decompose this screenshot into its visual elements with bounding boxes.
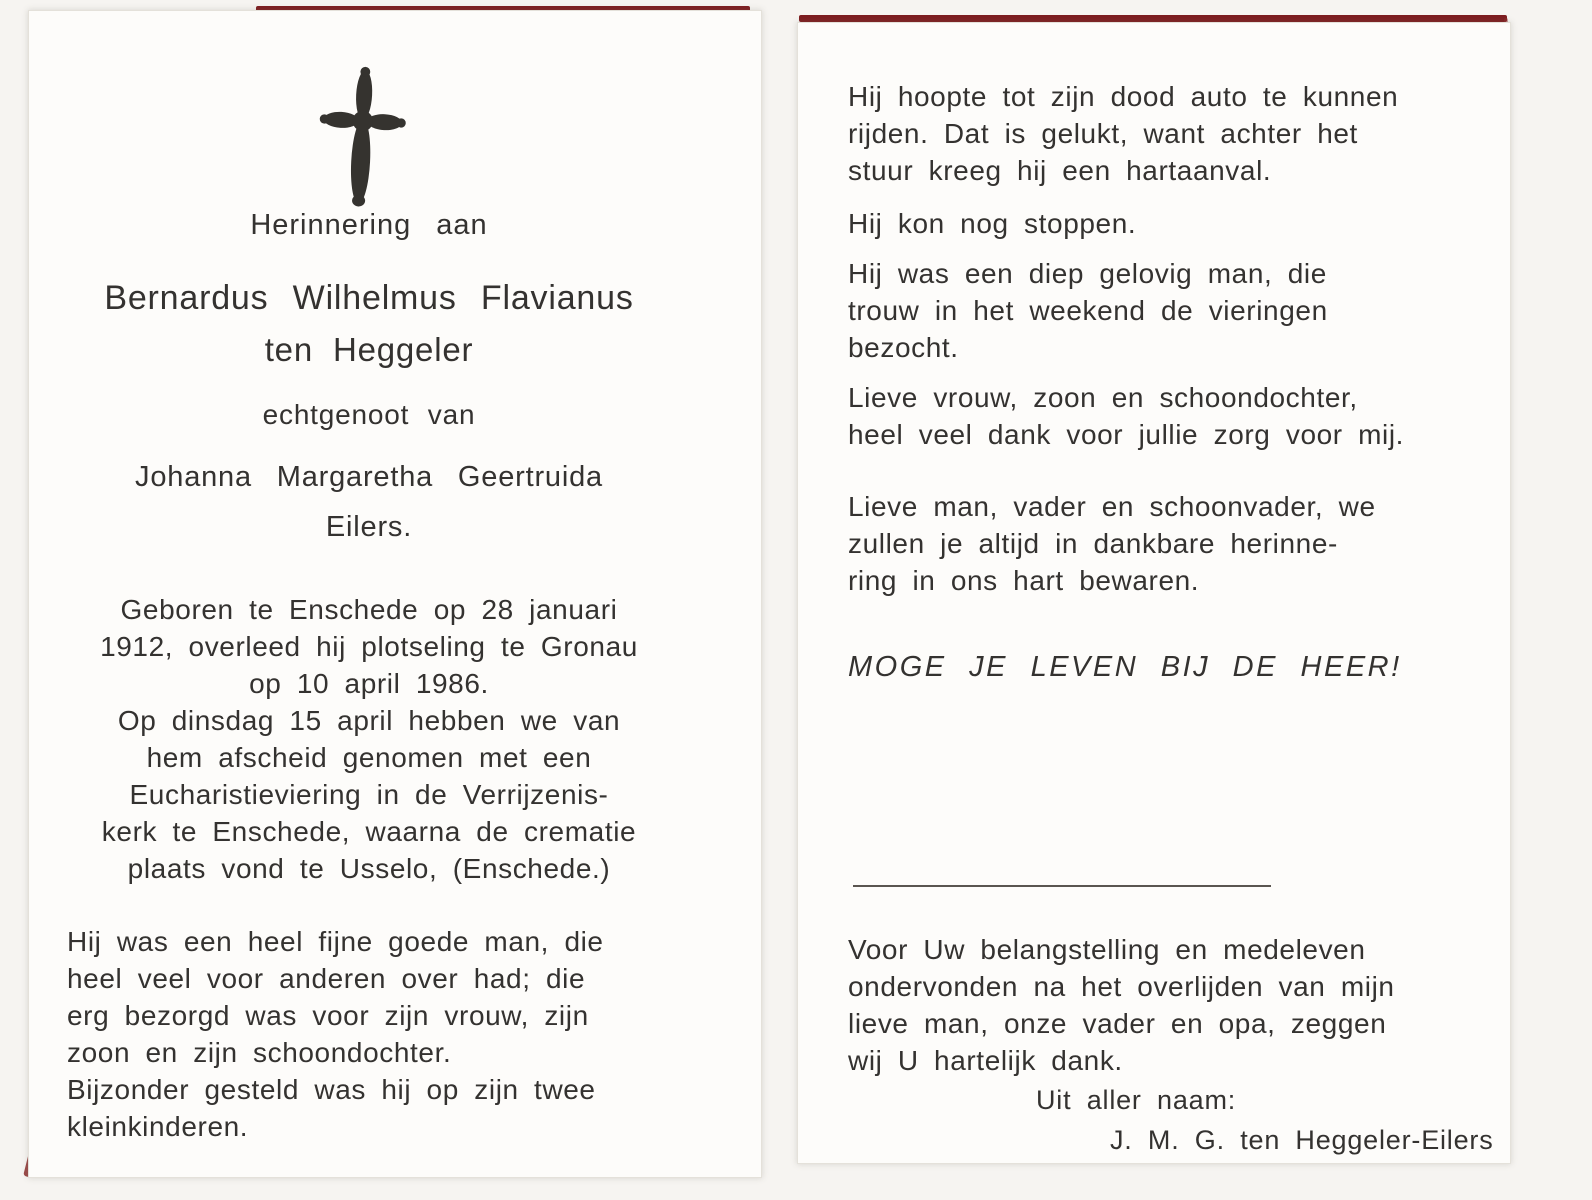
life-text-line: kerk te Enschede, waarna de crematie (101, 816, 637, 847)
spouse-name-line: Eilers. (325, 511, 413, 543)
text-line: ring in ons hart bewaren. (848, 565, 1200, 596)
life-text-line: Geboren te Enschede op 28 januari (120, 594, 618, 625)
life-text-line: hem afscheid genomen met een (146, 742, 592, 773)
life-text-line: op 10 april 1986. (249, 668, 489, 699)
deceased-name-line: Bernardus Wilhelmus Flavianus (104, 279, 634, 317)
tribute-text-line: heel veel voor anderen over had; die (67, 963, 586, 994)
text-line: heel veel dank voor jullie zorg voor mij. (848, 419, 1405, 450)
signoff-name: J. M. G. ten Heggeler-Eilers (1110, 1125, 1494, 1155)
tribute-paragraph (67, 923, 727, 1145)
text-line: trouw in het weekend de vieringen (848, 295, 1328, 326)
text-line: bezocht. (848, 332, 959, 363)
text-line: zullen je altijd in dankbare herinne- (848, 528, 1338, 559)
paragraph-remembrance (848, 488, 1470, 599)
life-text-line: Eucharistieviering in de Verrijzenis- (129, 779, 609, 810)
memorial-header: Herinnering aan (250, 209, 488, 241)
text-line: stuur kreeg hij een hartaanval. (848, 155, 1272, 186)
paragraph-faith (848, 255, 1470, 366)
scan-edge-artifact (799, 15, 1507, 22)
life-text-line: plaats vond te Usselo, (Enschede.) (127, 853, 611, 884)
text-line: lieve man, onze vader en opa, zeggen (848, 1008, 1387, 1039)
text-line: Lieve vrouw, zoon en schoondochter, (848, 382, 1358, 413)
tribute-text-line: kleinkinderen. (67, 1111, 249, 1142)
paragraph-car (848, 78, 1470, 189)
memorial-card-right-page (797, 22, 1511, 1164)
spouse-intro: echtgenoot van (262, 399, 476, 430)
tribute-text-line: Hij was een heel fijne goede man, die (67, 926, 604, 957)
tribute-text-line: Bijzonder gesteld was hij op zijn twee (67, 1074, 596, 1105)
deceased-name-line: ten Heggeler (264, 331, 474, 368)
text-line: Lieve man, vader en schoonvader, we (848, 491, 1376, 522)
acknowledgement-paragraph (848, 931, 1470, 1079)
cross-icon (317, 63, 407, 208)
memorial-card-left-page (28, 10, 762, 1178)
life-text-line: Op dinsdag 15 april hebben we van (117, 705, 621, 736)
motto-text: MOGE JE LEVEN BIJ DE HEER! (848, 651, 1402, 683)
life-text-line: 1912, overleed hij plotseling te Gronau (100, 631, 638, 662)
text-line: Hij hoopte tot zijn dood auto te kunnen (848, 81, 1399, 112)
paragraph-stop (848, 205, 1470, 242)
signoff-label: Uit aller naam: (1036, 1085, 1237, 1115)
tribute-text-line: zoon en zijn schoondochter. (67, 1037, 452, 1068)
text-line: Hij kon nog stoppen. (848, 208, 1137, 239)
tribute-text-line: erg bezorgd was voor zijn vrouw, zijn (67, 1000, 589, 1031)
text-line: ondervonden na het overlijden van mijn (848, 971, 1395, 1002)
text-line: wij U hartelijk dank. (848, 1045, 1123, 1076)
text-line: rijden. Dat is gelukt, want achter het (848, 118, 1358, 149)
paragraph-thanks-family (848, 379, 1470, 453)
divider-line (853, 885, 1271, 887)
spouse-name-line: Johanna Margaretha Geertruida (135, 461, 603, 493)
life-events-paragraph (39, 591, 699, 887)
text-line: Voor Uw belangstelling en medeleven (848, 934, 1366, 965)
text-line: Hij was een diep gelovig man, die (848, 258, 1327, 289)
